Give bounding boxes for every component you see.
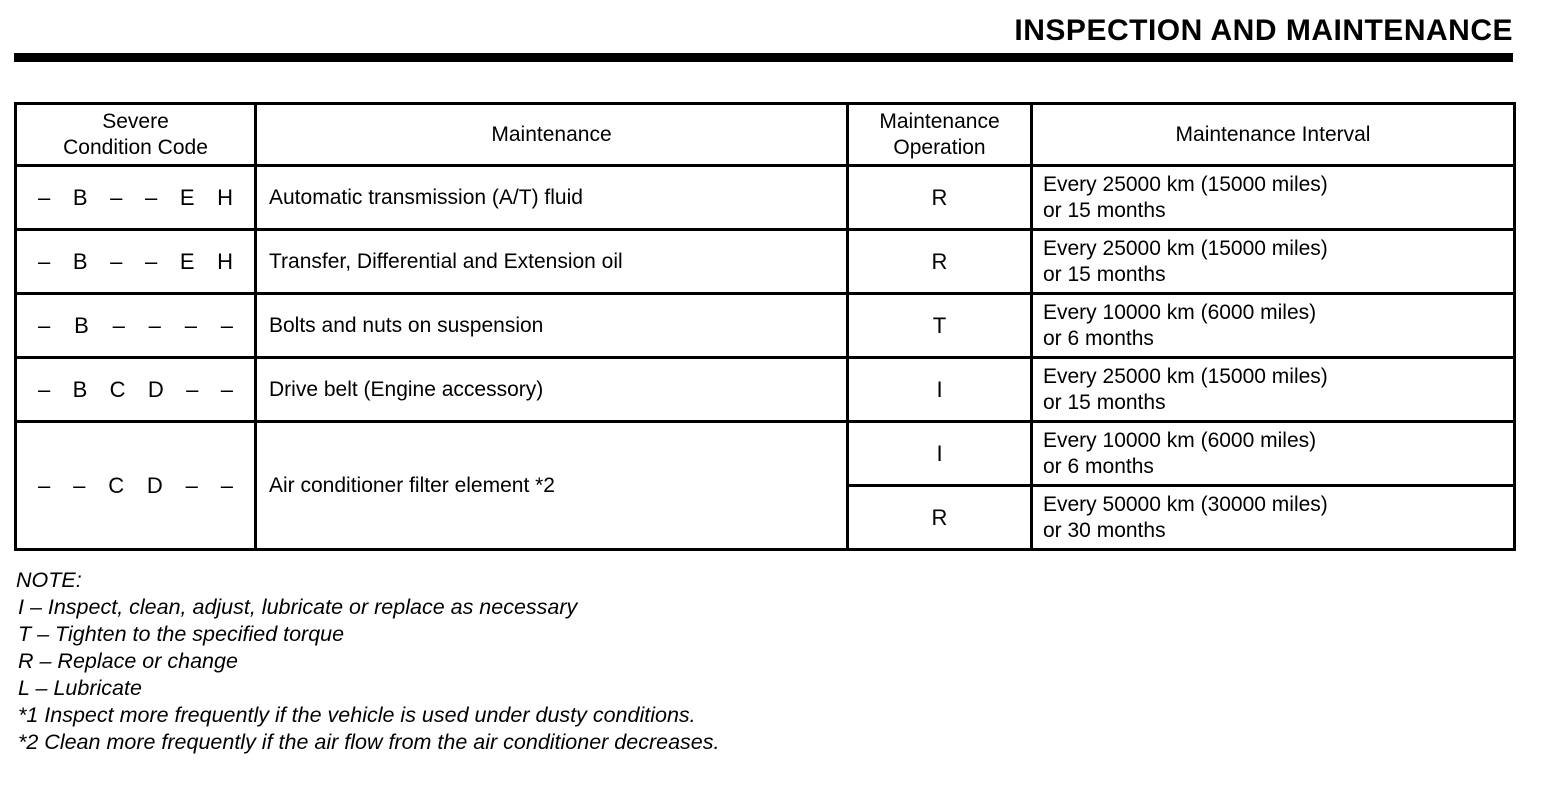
maintenance-interval [1032, 486, 1515, 550]
maintenance-item: Air conditioner filter element *2 [256, 422, 848, 550]
maintenance-interval [1032, 358, 1515, 422]
code-letter: – [38, 312, 51, 338]
table-row [16, 358, 1515, 422]
maintenance-operation: R [848, 230, 1032, 294]
col-header-severe-condition-code [16, 104, 256, 166]
table-row [16, 166, 1515, 230]
interval-distance: Every 10000 km (6000 miles) [1043, 300, 1317, 324]
code-letter: – [38, 248, 51, 274]
code-letter: – [144, 184, 158, 210]
severe-condition-codes [16, 358, 256, 422]
severe-condition-codes [16, 230, 256, 294]
code-letter: – [184, 312, 197, 338]
maintenance-interval [1032, 294, 1515, 358]
maintenance-operation: I [848, 422, 1032, 486]
code-letter: E [179, 248, 195, 274]
maintenance-interval [1032, 230, 1515, 294]
interval-distance: Every 50000 km (30000 miles) [1043, 492, 1328, 516]
footnote-2: *2 Clean more frequently if the air flow from the air conditioner decreases. [18, 730, 720, 754]
severe-condition-codes [16, 166, 256, 230]
code-letter: – [220, 472, 233, 498]
code-letter: H [217, 248, 233, 274]
maintenance-table [14, 102, 1516, 551]
maintenance-item: Transfer, Differential and Extension oil [256, 230, 848, 294]
code-letter: – [110, 184, 123, 210]
code-letter: – [186, 376, 199, 402]
code-letter: B [72, 376, 88, 402]
maintenance-operation: R [848, 486, 1032, 550]
header-rule [14, 53, 1513, 62]
interval-distance: Every 10000 km (6000 miles) [1043, 428, 1317, 452]
code-letter: – [220, 312, 233, 338]
col-header-maintenance: Maintenance [256, 104, 848, 166]
table-row [16, 422, 1515, 486]
note-legend-t: T – Tighten to the specified torque [18, 622, 345, 646]
severe-condition-codes [16, 422, 256, 550]
maintenance-interval [1032, 422, 1515, 486]
page-title: INSPECTION AND MAINTENANCE [1014, 14, 1513, 47]
maintenance-operation: R [848, 166, 1032, 230]
maintenance-operation: I [848, 358, 1032, 422]
code-letter: – [144, 248, 158, 274]
maintenance-operation: T [848, 294, 1032, 358]
code-letter: – [220, 376, 233, 402]
code-letter: B [74, 312, 89, 338]
maintenance-item: Bolts and nuts on suspension [256, 294, 848, 358]
table-header-row [16, 104, 1515, 166]
interval-time: or 6 months [1043, 454, 1154, 478]
table-row [16, 230, 1515, 294]
code-letter: B [72, 248, 88, 274]
note-legend-l: L – Lubricate [18, 676, 142, 700]
interval-distance: Every 25000 km (15000 miles) [1043, 364, 1328, 388]
code-letter: – [110, 248, 123, 274]
note-legend-r: R – Replace or change [18, 649, 238, 673]
code-letter: E [179, 184, 195, 210]
code-letter: D [146, 472, 163, 498]
note-legend-i: I – Inspect, clean, adjust, lubricate or replace as necessary [18, 595, 578, 619]
interval-distance: Every 25000 km (15000 miles) [1043, 236, 1328, 260]
col-header-maintenance-operation: Maintenance Operation [848, 104, 1032, 166]
code-letter: – [73, 472, 86, 498]
code-letter: – [38, 472, 51, 498]
code-letter: – [38, 184, 51, 210]
interval-distance: Every 25000 km (15000 miles) [1043, 172, 1328, 196]
code-letter: C [109, 376, 126, 402]
footnote-1: *1 Inspect more frequently if the vehicle is used under dusty conditions. [18, 703, 696, 727]
interval-time: or 15 months [1043, 198, 1166, 222]
interval-time: or 6 months [1043, 326, 1154, 350]
notes-section [14, 567, 1513, 756]
interval-time: or 30 months [1043, 518, 1166, 542]
code-letter: – [38, 376, 51, 402]
code-letter: – [148, 312, 161, 338]
code-letter: B [72, 184, 88, 210]
code-letter: C [108, 472, 125, 498]
severe-condition-codes [16, 294, 256, 358]
maintenance-interval [1032, 166, 1515, 230]
code-letter: – [112, 312, 125, 338]
interval-time: or 15 months [1043, 390, 1166, 414]
col-header-maintenance-interval: Maintenance Interval [1032, 104, 1515, 166]
col-header-severe-condition-code-label: Severe Condition Code [63, 109, 208, 159]
code-letter: – [185, 472, 198, 498]
code-letter: D [147, 376, 164, 402]
interval-time: or 15 months [1043, 262, 1166, 286]
maintenance-item: Automatic transmission (A/T) fluid [256, 166, 848, 230]
maintenance-item: Drive belt (Engine accessory) [256, 358, 848, 422]
notes-title: NOTE: [16, 568, 82, 592]
code-letter: H [217, 184, 233, 210]
table-row [16, 294, 1515, 358]
